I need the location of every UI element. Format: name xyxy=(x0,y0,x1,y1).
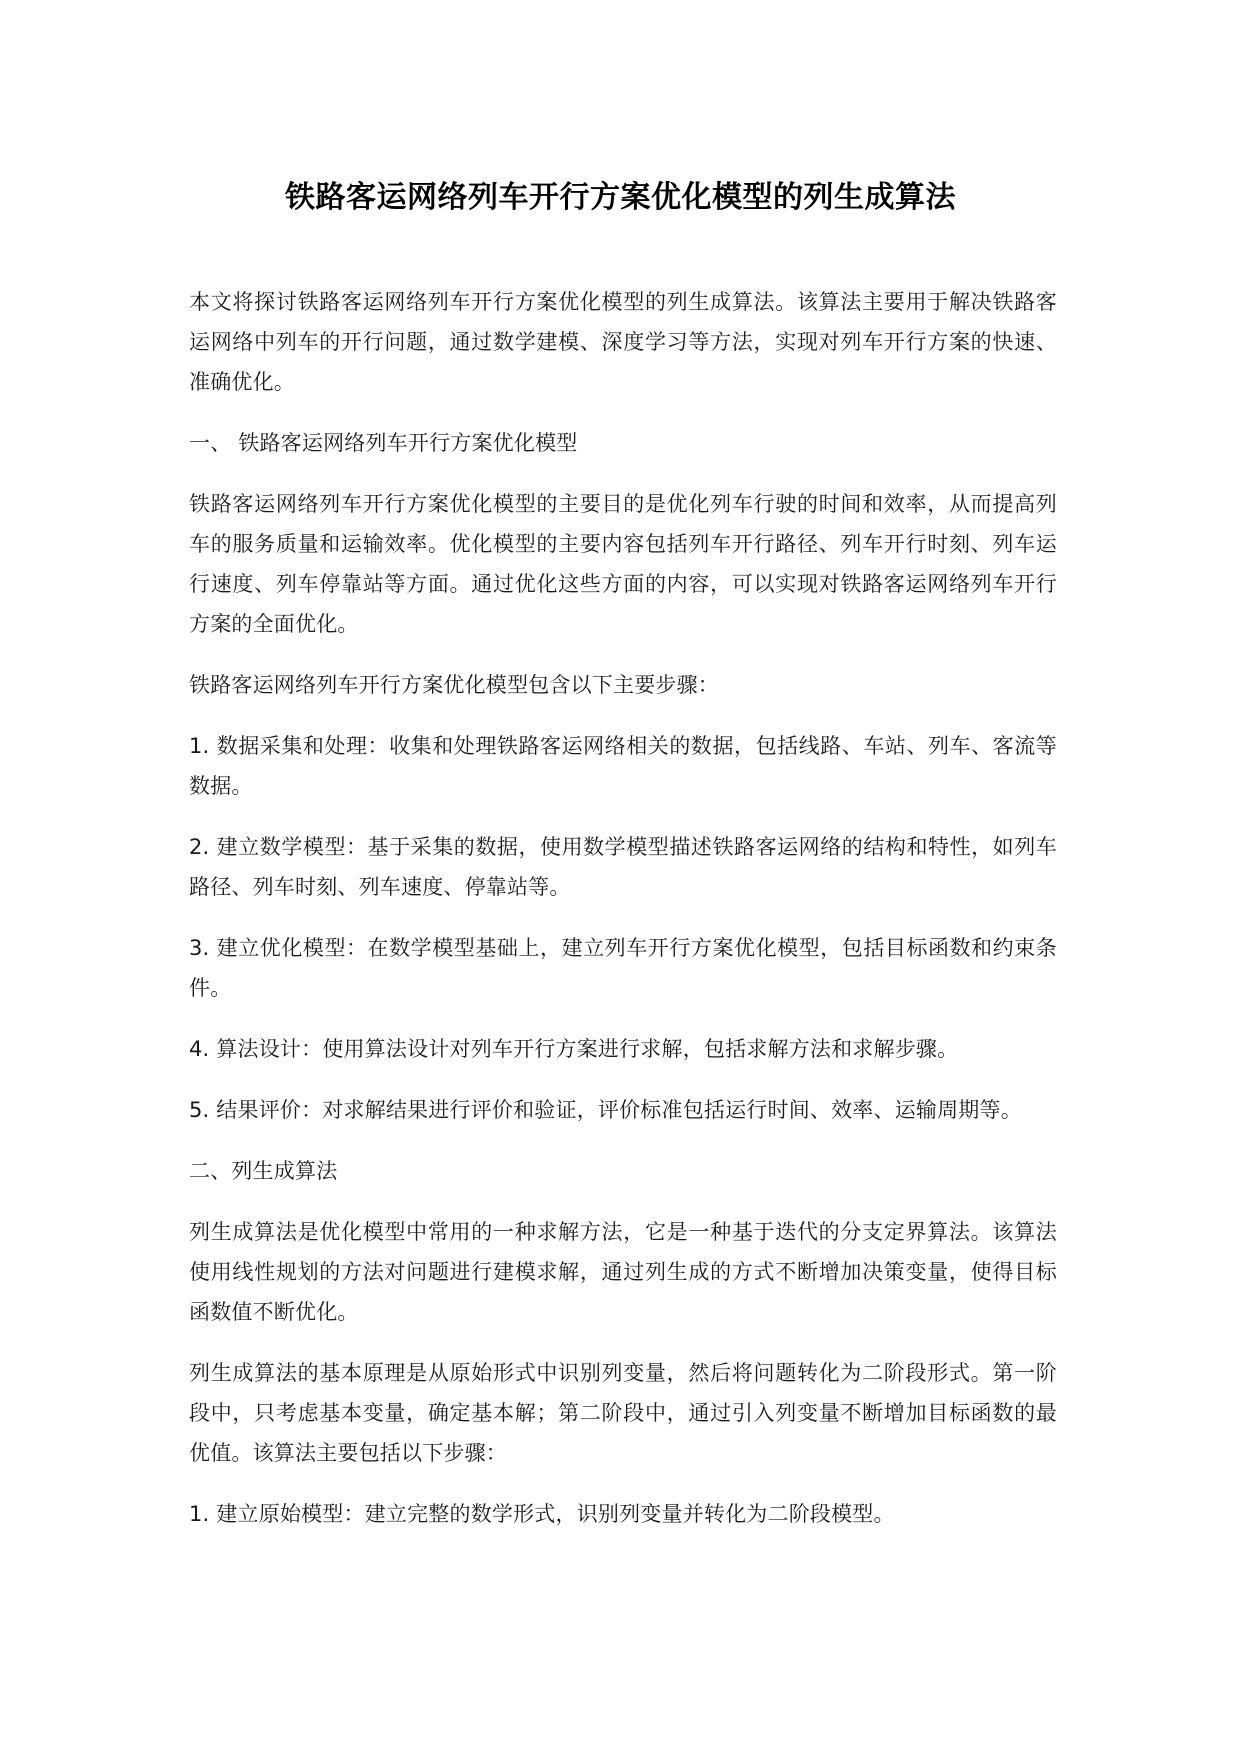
paragraph: 铁路客运网络列车开行方案优化模型包含以下主要步骤： xyxy=(189,673,719,697)
list-item: 5. 结果评价：对求解结果进行评价和验证，评价标准包括运行时间、效率、运输周期等。 xyxy=(189,1098,1022,1122)
document-body xyxy=(189,282,1057,1555)
paragraph: 列生成算法的基本原理是从原始形式中识别列变量，然后将问题转化为二阶段形式。第一阶段中，只考虑基本变量，确定基本解；第二阶段中，通过引入列变量不断增加目标函数的最优值。该算法主要包括以下步骤： xyxy=(189,1361,1057,1465)
document-title: 铁路客运网络列车开行方案优化模型的列生成算法 xyxy=(285,180,956,215)
list-item: 4. 算法设计：使用算法设计对列车开行方案进行求解，包括求解方法和求解步骤。 xyxy=(189,1037,959,1061)
list-item: 3. 建立优化模型：在数学模型基础上，建立列车开行方案优化模型，包括目标函数和约束条件。 xyxy=(189,936,1057,1000)
list-item: 1. 建立原始模型：建立完整的数学形式，识别列变量并转化为二阶段模型。 xyxy=(189,1502,895,1526)
paragraph: 列生成算法是优化模型中常用的一种求解方法，它是一种基于迭代的分支定界算法。该算法使用线性规划的方法对问题进行建模求解，通过列生成的方式不断增加决策变量，使得目标函数值不断优化。 xyxy=(189,1220,1057,1324)
list-item: 1. 数据采集和处理：收集和处理铁路客运网络相关的数据，包括线路、车站、列车、客流等数据。 xyxy=(189,734,1057,798)
section-heading-1: 一、 铁路客运网络列车开行方案优化模型 xyxy=(189,431,578,455)
list-item: 2. 建立数学模型：基于采集的数据，使用数学模型描述铁路客运网络的结构和特性，如列车路径、列车时刻、列车速度、停靠站等。 xyxy=(189,835,1057,899)
section-heading-2: 二、列生成算法 xyxy=(189,1159,338,1183)
paragraph-intro: 本文将探讨铁路客运网络列车开行方案优化模型的列生成算法。该算法主要用于解决铁路客运网络中列车的开行问题，通过数学建模、深度学习等方法，实现对列车开行方案的快速、准确优化。 xyxy=(189,290,1057,394)
paragraph: 铁路客运网络列车开行方案优化模型的主要目的是优化列车行驶的时间和效率，从而提高列车的服务质量和运输效率。优化模型的主要内容包括列车开行路径、列车开行时刻、列车运行速度、列车停靠站等方面。通过优化这些方面的内容，可以实现对铁路客运网络列车开行方案的全面优化。 xyxy=(189,492,1057,636)
